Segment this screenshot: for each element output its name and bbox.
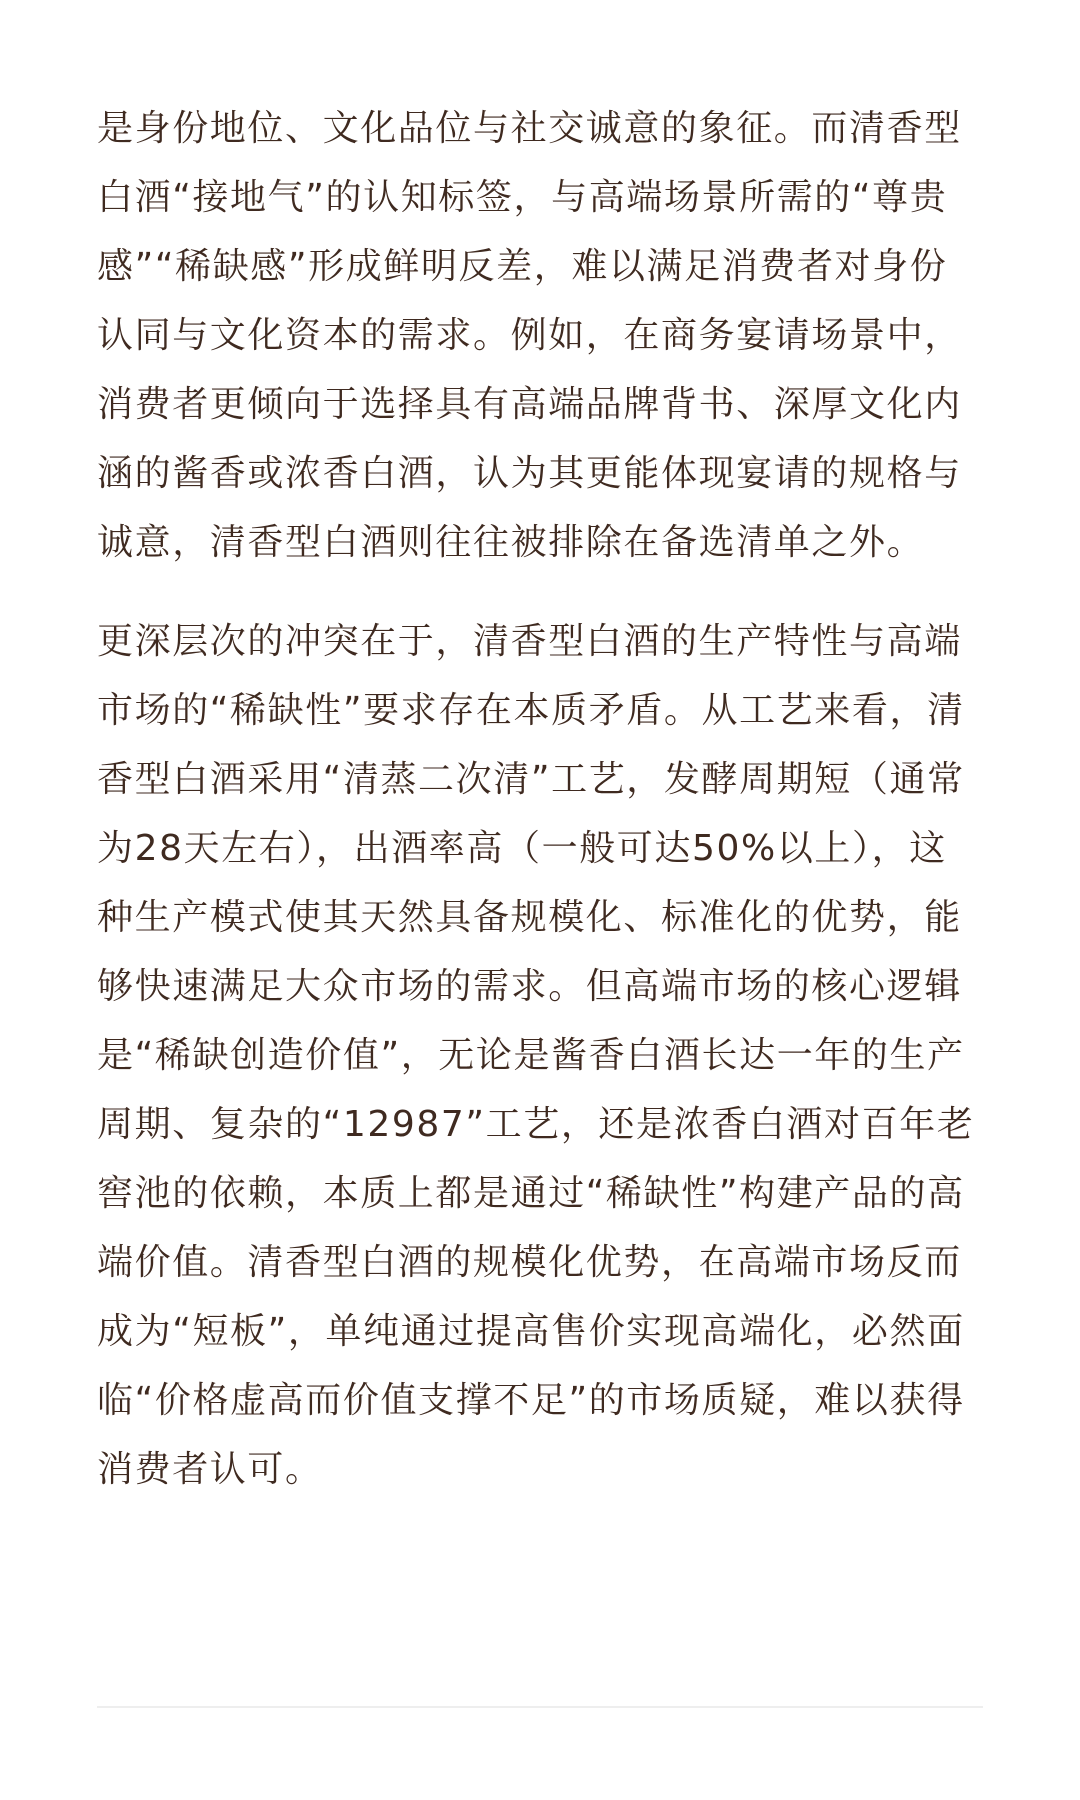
article-paragraph-1: 是身份地位、文化品位与社交诚意的象征。而清香型白酒“接地气”的认知标签，与高端场景所需的“尊贵感”“稀缺感”形成鲜明反差，难以满足消费者对身份认同与文化资本的需求。例如，在商务宴请场景中，消费者更倾向于选择具有高端品牌背书、深厚文化内涵的酱香或浓香白酒，认为其更能体现宴请的规格与诚意，清香型白酒则往往被排除在备选清单之外。 bbox=[97, 108, 962, 563]
article-paragraph-2: 更深层次的冲突在于，清香型白酒的生产特性与高端市场的“稀缺性”要求存在本质矛盾。从工艺来看，清香型白酒采用“清蒸二次清”工艺，发酵周期短（通常为28天左右），出酒率高（一般可达50%以上），这种生产模式使其天然具备规模化、标准化的优势，能够快速满足大众市场的需求。但高端市场的核心逻辑是“稀缺创造价值”，无论是酱香白酒长达一年的生产周期、复杂的“12987”工艺，还是浓香白酒对百年老窖池的依赖，本质上都是通过“稀缺性”构建产品的高端价值。清香型白酒的规模化优势，在高端市场反而成为“短板”，单纯通过提高售价实现高端化，必然面临“价格虚高而价值支撑不足”的市场质疑，难以获得消费者认可。 bbox=[97, 621, 975, 1490]
bottom-divider bbox=[97, 1706, 983, 1708]
article-body bbox=[97, 94, 983, 1534]
